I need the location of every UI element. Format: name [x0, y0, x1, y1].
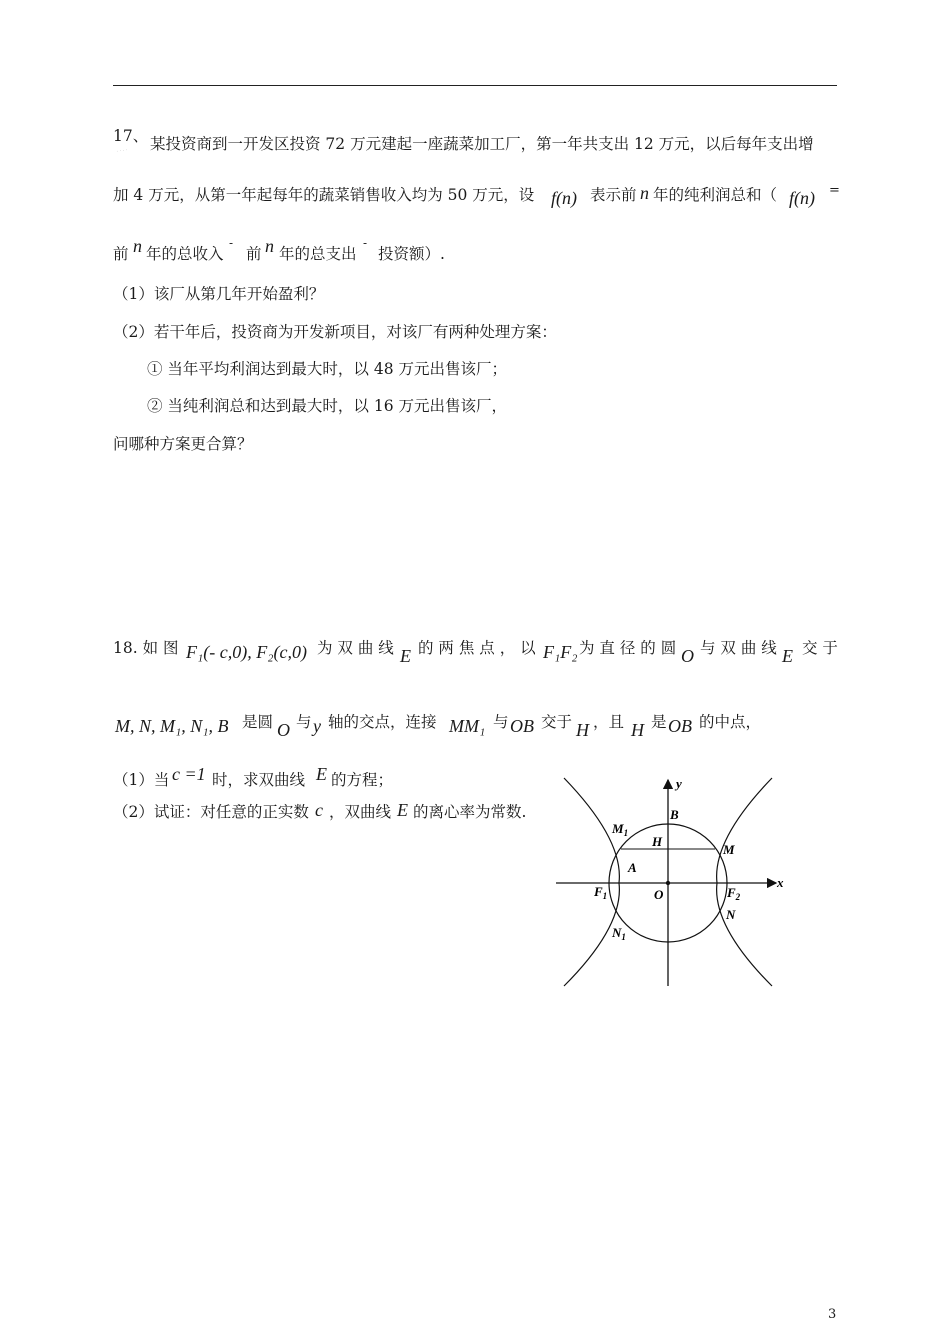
math-n: n: [133, 236, 142, 256]
label-H: H: [652, 834, 663, 849]
header-rule: [113, 85, 837, 86]
math-E: E: [400, 646, 411, 666]
label-F2: $F_2$: [727, 885, 741, 902]
text: 与: [296, 713, 312, 731]
math-E: E: [316, 764, 327, 784]
text: 轴的交点，连接: [328, 713, 437, 731]
math-y: y: [313, 716, 321, 736]
text: 的 两 焦 点 ， 以: [418, 639, 536, 657]
math-H: H: [576, 720, 589, 740]
question-2-b: ，双曲线: [329, 803, 392, 821]
question-3: 问哪种方案更合算？: [113, 435, 253, 453]
text: ，且: [593, 713, 625, 731]
minus-sign: -: [363, 236, 368, 250]
hyperbola-figure: [550, 768, 790, 990]
option-2: ② 当纯利润总和达到最大时，以 16 万元出售该厂，: [147, 397, 508, 415]
math-c: c: [315, 800, 323, 820]
text: 的中点，: [699, 713, 762, 731]
label-B: B: [670, 807, 679, 822]
text: 为 直 径 的 圆: [579, 639, 677, 657]
label-N1: $N_1$: [612, 925, 626, 942]
problem-text-line-3d: 年的总支出: [279, 245, 357, 263]
math-E: E: [397, 800, 408, 820]
math-E: E: [782, 646, 793, 666]
problem-number: 18. 如 图: [113, 639, 179, 657]
hyperbola-right-branch: [717, 778, 772, 986]
text: 为 双 曲 线: [317, 639, 394, 657]
text: 是圆: [242, 713, 274, 731]
text: 与 双 曲 线: [700, 639, 777, 657]
math-c-eq: c =1: [172, 764, 206, 784]
text: 是: [651, 713, 667, 731]
text: 交于: [541, 713, 573, 731]
option-1: ① 当年平均利润达到最大时，以 48 万元出售该厂；: [147, 360, 508, 378]
question-1: （1）该厂从第几年开始盈利？: [113, 285, 325, 303]
label-O: O: [654, 887, 664, 902]
text: 与: [493, 713, 509, 731]
label-A: A: [628, 860, 637, 875]
question-1-b: 时，求双曲线: [212, 771, 306, 789]
math-fn: f(n): [551, 188, 577, 208]
text: 交 于: [802, 639, 838, 657]
problem-number: 17、: [113, 127, 149, 145]
label-y: y: [676, 776, 682, 791]
problem-text-line-2a: 加 4 万元，从第一年起每年的蔬菜销售收入均为 50 万元，设: [113, 186, 535, 204]
label-N: N: [726, 907, 736, 922]
math-n: n: [265, 236, 274, 256]
math-points: M, N, M₁, N₁, B: [115, 716, 229, 736]
problem-text-line-1: 某投资商到一开发区投资 72 万元建起一座蔬菜加工厂，第一年共支出 12 万元，以后每年支出增: [150, 135, 814, 153]
equals-sign: =: [829, 183, 840, 198]
label-F1: $F_1$: [594, 884, 608, 901]
problem-text-line-3b: 年的总收入: [146, 245, 224, 263]
origin-point: [666, 881, 670, 885]
question-1-c: 的方程；: [331, 771, 394, 789]
problem-text-line-2c: 年的纯利润总和（: [653, 186, 778, 204]
label-M: M: [723, 842, 735, 857]
math-foci: F₁(- c,0), F₂(c,0): [186, 642, 307, 662]
question-2: （2）若干年后，投资商为开发新项目，对该厂有两种处理方案：: [113, 323, 557, 341]
minus-sign: -: [229, 236, 234, 250]
math-OB: OB: [510, 716, 534, 736]
watermark-stamp: · · · ·: [116, 147, 129, 155]
problem-text-line-3e: 投资额）.: [378, 245, 445, 263]
label-M1: $M_1$: [612, 821, 629, 838]
question-1-a: （1）当: [113, 771, 170, 789]
question-2-c: 的离心率为常数.: [413, 803, 527, 821]
question-2-a: （2）试证：对任意的正实数: [113, 803, 309, 821]
math-OB: OB: [668, 716, 692, 736]
hyperbola-left-branch: [564, 778, 619, 986]
math-O: O: [277, 720, 290, 740]
math-fn-2: f(n): [789, 188, 815, 208]
math-O: O: [681, 646, 694, 666]
math-F1F2: F₁F₂: [543, 642, 578, 662]
problem-text-line-3c: 前: [246, 245, 262, 263]
page-number: 3: [828, 1307, 837, 1322]
label-x: x: [777, 875, 784, 890]
math-H: H: [631, 720, 644, 740]
math-n: n: [640, 183, 649, 203]
problem-text-line-3a: 前: [113, 245, 129, 263]
problem-text-line-2b: 表示前: [590, 186, 637, 204]
math-MM1: MM₁: [449, 716, 486, 736]
